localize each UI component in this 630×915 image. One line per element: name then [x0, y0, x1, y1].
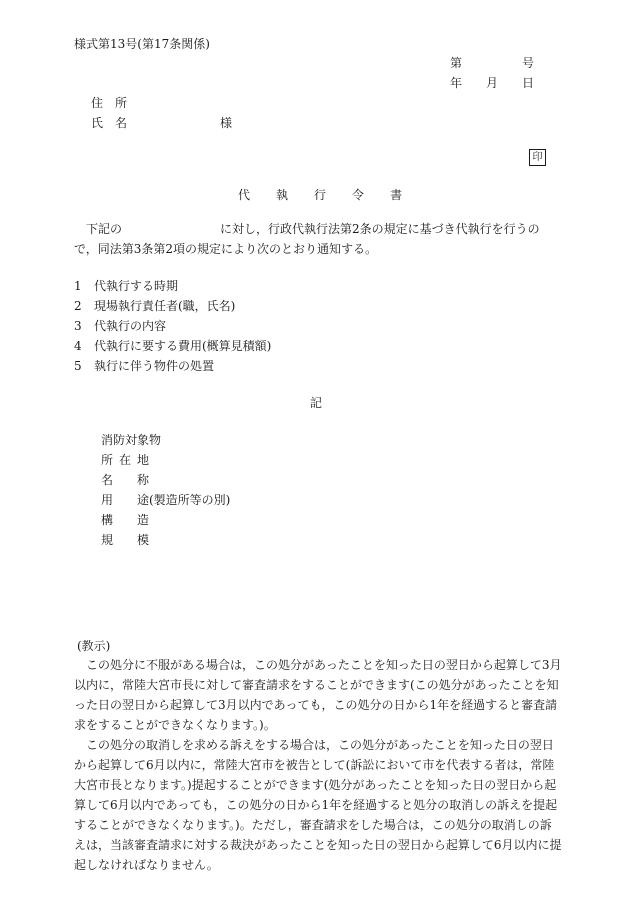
list-item: 3 代執行の内容	[74, 319, 167, 333]
name-label: 氏 名	[91, 116, 128, 130]
notice-paragraph: この処分の取消しを求める訴えをする場合は，この処分があったことを知った日の翌日から起算して6月以内に，常陸大宮市を被告として(訴訟において市を代表する者は，常陸大宮市長となります。)提起することができます(処分があったことを知った日の翌日から起算して6月以内であっても，この処分の日から1年を経過すると処分の取消しの訴えを提起することができなくなります。)。ただし，審査請求をした場合は，この処分の取消しの訴えは，当該審査請求に対する裁決があったことを知った日の翌日から起算して6月以内に提起しなければなりません。	[74, 738, 562, 872]
address-label: 住 所	[91, 96, 128, 110]
detail-row: 規模	[101, 533, 149, 547]
doc-no-label: 第	[450, 56, 463, 70]
intro-paragraph	[74, 219, 562, 259]
ki-heading: 記	[310, 396, 323, 410]
title-char: 代	[238, 188, 251, 202]
date-year: 年	[450, 76, 463, 90]
date-day: 日	[522, 76, 535, 90]
title-char: 書	[390, 188, 403, 202]
title-char: 行	[314, 188, 327, 202]
intro-prefix: 下記の	[86, 222, 123, 236]
title-char: 令	[352, 188, 365, 202]
detail-row: 消防対象物	[101, 433, 162, 447]
detail-row: 構造	[101, 513, 149, 527]
title-char: 執	[276, 188, 289, 202]
form-id: 様式第13号(第17条関係)	[74, 37, 210, 51]
list-item: 5 執行に伴う物件の処置	[74, 359, 215, 373]
honorific: 様	[220, 116, 233, 130]
list-item: 2 現場執行責任者(職，氏名)	[74, 299, 236, 313]
list-item: 1 代執行する時期	[74, 279, 179, 293]
date-month: 月	[486, 76, 499, 90]
detail-row: 用途(製造所等の別)	[101, 493, 231, 507]
seal-mark: 印	[529, 149, 546, 166]
detail-row: 所在地	[101, 453, 149, 467]
detail-row: 名称	[101, 473, 149, 487]
notice-heading: (教示)	[77, 639, 111, 653]
document-title	[238, 189, 402, 201]
list-item: 4 代執行に要する費用(概算見積額)	[74, 339, 272, 353]
notice-paragraph: この処分に不服がある場合は，この処分があったことを知った日の翌日から起算して3月以内に，常陸大宮市長に対して審査請求をすることができます(この処分があったことを知った日の翌日から起算して3月以内であっても，この処分の日から1年を経過すると審査請求をすることができなくなります。)。	[74, 658, 562, 732]
intro-suffix: に対し，行政代執行法第2条の規定に基づき代執行を行うので，同法第3条第2項の規定により次のとおり通知する。	[74, 222, 540, 256]
doc-no-suffix: 号	[522, 56, 535, 70]
